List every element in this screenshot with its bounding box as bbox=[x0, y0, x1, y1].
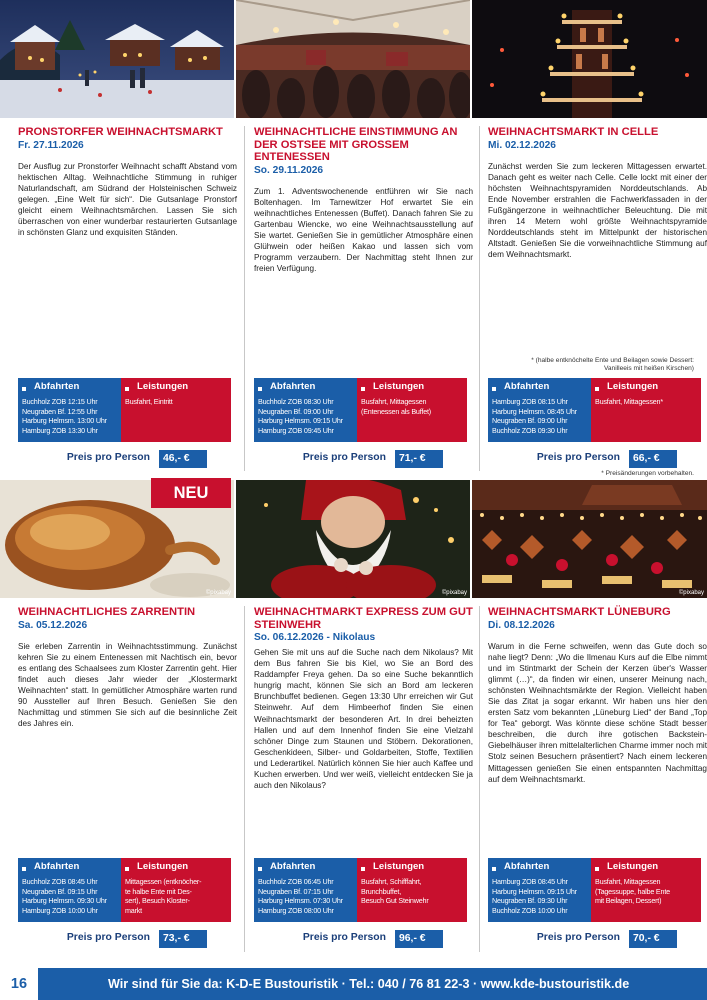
service-line: (Tagessuppe, halbe Ente bbox=[595, 886, 670, 896]
departures-heading: Abfahrten bbox=[270, 381, 316, 392]
departure-line: Buchholz ZOB 10:00 Uhr bbox=[492, 905, 568, 915]
photo-credit: ©pixabay bbox=[441, 590, 467, 596]
departure-line: Harburg Helmsm. 09:15 Uhr bbox=[258, 416, 343, 426]
photo-steinwehr bbox=[236, 480, 470, 598]
departure-line: Harburg Helmsm. 07:30 Uhr bbox=[258, 896, 343, 906]
page-number: 16 bbox=[0, 968, 38, 1000]
services-box bbox=[121, 858, 231, 922]
bullet-square-icon bbox=[22, 867, 26, 871]
price-value: 66,- € bbox=[629, 450, 677, 468]
departure-line: Harburg Helmsm. 08:45 Uhr bbox=[492, 406, 577, 416]
contact-line: Wir sind für Sie da: K-D-E Bustouristik · Tel.: 040 / 76 81 22-3 · www.kde-bustouristik.de bbox=[108, 977, 630, 991]
services-box bbox=[357, 858, 467, 922]
departure-line: Hamburg ZOB 08:45 Uhr bbox=[492, 877, 568, 886]
departure-line: Buchholz ZOB 08:45 Uhr bbox=[22, 877, 98, 886]
service-line: sert), Besuch Kloster- bbox=[125, 896, 190, 906]
service-line: mit Beilagen, Dessert) bbox=[595, 896, 662, 906]
photo-lueneburg bbox=[472, 480, 707, 598]
bullet-square-icon bbox=[258, 867, 262, 871]
event-title: WEIHNACHTSMARKT IN CELLE bbox=[488, 126, 659, 138]
service-line: Busfahrt, Mittagessen* bbox=[595, 397, 663, 406]
service-line: Busfahrt, Schifffahrt, bbox=[361, 877, 422, 886]
photo-credit: ©pixabay bbox=[678, 590, 704, 596]
event-date: Mi. 02.12.2026 bbox=[488, 139, 556, 151]
services-box bbox=[591, 378, 701, 442]
departure-line: Harburg Helmsm. 09:15 Uhr bbox=[492, 886, 577, 896]
departure-line: Buchholz ZOB 12:15 Uhr bbox=[22, 397, 98, 406]
service-line: Busfahrt, Eintritt bbox=[125, 397, 173, 406]
price-value: 96,- € bbox=[395, 930, 443, 948]
departures-box bbox=[488, 378, 592, 442]
event-title: WEIHNACHTLICHES ZARRENTIN bbox=[18, 606, 196, 618]
price-row bbox=[254, 930, 443, 948]
event-column-pronstorf bbox=[18, 126, 237, 238]
event-date: Di. 08.12.2026 bbox=[488, 619, 555, 631]
services-box bbox=[121, 378, 231, 442]
photo-pronstorf bbox=[0, 0, 234, 118]
event-description: Sie erleben Zarrentin in Weihnachtsstimmung. Zunächst kehren Sie zu einem Entenessen mit Nachtisch ein, bevor es entlang des Schaalsees zum Kloster Zarrentin geht. Hier findet auch dieses Jahr wieder der „Klostermarkt Weihnachten“ statt. In gemütlicher Atmosphäre warten rund 90 Aussteller auf Ihren Besuch. Genießen Sie den Nachmittag und stimmen Sie sich auf die besinnliche Zeit des Jahres ein. bbox=[18, 641, 237, 729]
price-label: Preis pro Person bbox=[302, 932, 386, 943]
service-line: markt bbox=[125, 905, 142, 915]
event-date: So. 29.11.2026 bbox=[254, 164, 324, 176]
lueneburg-market-stall-photo bbox=[472, 480, 707, 598]
departure-line: Hamburg ZOB 08:00 Uhr bbox=[258, 905, 334, 915]
column-divider bbox=[479, 126, 480, 471]
price-label: Preis pro Person bbox=[536, 932, 620, 943]
departure-line: Neugraben Bf. 09:00 Uhr bbox=[258, 406, 334, 416]
photo-credit: ©pixabay bbox=[205, 590, 231, 596]
event-title: WEIHNACHTLICHE EINSTIMMUNG AN DER OSTSEE MIT GROSSEM ENTENESSEN bbox=[254, 126, 458, 163]
event-description: Zum 1. Adventswochenende entführen wir Sie nach Boltenhagen. Im Tarnewitzer Hof erwartet Sie ein weihnachtliches Entenessen (Buffet). Danach fahren Sie zu Gartenbau Wiencke, wo eine Weihnachtsausstellung auf Sie wartet. Genießen Sie in gemütlicher Atmosphäre einen Glühwein oder heißen Kakao und lassen sich vom Programm verzaubern. Der Nachmittag steht Ihnen zur freien Verfügung. bbox=[254, 186, 473, 274]
departure-line: Buchholz ZOB 09:30 Uhr bbox=[492, 425, 568, 435]
services-heading: Leistungen bbox=[607, 861, 659, 872]
services-heading: Leistungen bbox=[373, 381, 425, 392]
bullet-square-icon bbox=[361, 387, 365, 391]
departures-box bbox=[488, 858, 592, 922]
departures-heading: Abfahrten bbox=[270, 861, 316, 872]
service-line: (Entenessen als Buffet) bbox=[361, 406, 431, 416]
bullet-square-icon bbox=[361, 867, 365, 871]
departure-line: Buchholz ZOB 06:45 Uhr bbox=[258, 877, 334, 886]
event-date: Fr. 27.11.2026 bbox=[18, 139, 84, 151]
column-divider bbox=[244, 606, 245, 952]
bullet-square-icon bbox=[125, 867, 129, 871]
photo-celle bbox=[472, 0, 707, 118]
footnote-celle: * (halbe entknöchelte Ente und Beilagen sowie Dessert: Vanilleeis mit heißen Kirschen) bbox=[531, 357, 694, 372]
departures-box bbox=[18, 378, 122, 442]
departure-line: Hamburg ZOB 09:45 Uhr bbox=[258, 425, 334, 435]
event-date: Sa. 05.12.2026 bbox=[18, 619, 88, 631]
departures-heading: Abfahrten bbox=[504, 381, 550, 392]
price-label: Preis pro Person bbox=[536, 452, 620, 463]
departure-line: Hamburg ZOB 10:00 Uhr bbox=[22, 905, 98, 915]
services-heading: Leistungen bbox=[607, 381, 659, 392]
departures-box bbox=[18, 858, 122, 922]
event-description: Warum in die Ferne schweifen, wenn das Gute doch so nahe liegt? Denn: „Wo die Ilmenau Kurs auf die Elbe nimmt und im Stintmarkt der Schein der Kerzen über's Wasser glimmt (…)“, da finden wir einen, unserer Meinung nach, schönsten Weihnachtsmärkte der Region. Vielleicht haben Sie das Zitat ja sogar erkannt. Wir haben uns hier den ersten Satz vom bekannten „Lüneburg Lied“ der Band „Top for Tea“ geborgt. Was könnte diese schöne Stadt besser beschreiben, die durch ihre gotischen Backstein-Giebelhäuser ihren mittelalterlichen Charme immer noch mit Stolz seinen Besuchern präsentiert? Nach einem leckeren Mittagessen genießen Sie einen entspannten Nachmittag auf dem Weihnachtsmarkt. bbox=[488, 641, 707, 784]
photo-ostsee bbox=[236, 0, 470, 118]
departure-line: Harburg Helmsm. 09:30 Uhr bbox=[22, 896, 107, 906]
departure-line: Neugraben Bf. 12:55 Uhr bbox=[22, 406, 98, 416]
price-label: Preis pro Person bbox=[66, 452, 150, 463]
market-hall-crowd-photo bbox=[236, 0, 470, 118]
bullet-square-icon bbox=[595, 387, 599, 391]
price-label: Preis pro Person bbox=[302, 452, 386, 463]
price-row bbox=[488, 450, 677, 468]
service-line: te halbe Ente mit Des- bbox=[125, 886, 192, 896]
departures-heading: Abfahrten bbox=[34, 861, 80, 872]
departures-box bbox=[254, 858, 358, 922]
event-title: WEIHNACHTSMARKT LÜNEBURG bbox=[488, 606, 671, 618]
departure-line: Neugraben Bf. 09:15 Uhr bbox=[22, 886, 98, 896]
bullet-square-icon bbox=[492, 867, 496, 871]
departures-box bbox=[254, 378, 358, 442]
services-heading: Leistungen bbox=[137, 861, 189, 872]
departure-line: Neugraben Bf. 09:30 Uhr bbox=[492, 896, 568, 906]
event-description: Der Ausflug zur Pronstorfer Weihnacht schafft Abstand vom hektischen Alltag. Weihnachtliche Stimmung in ruhiger Naturlandschaft, am Südrand der Holsteinischen Schweiz gelegen. „Eine Welt für sich“. Die Gutsanlage Pronstorf gleicht einem Weihnachtsmärchen. Lassen Sie sich überraschen von einer wunderbar restaurierten Gutsanlage in schönsten Glanz und exquisiten Ständen. bbox=[18, 161, 237, 238]
price-row bbox=[254, 450, 443, 468]
price-row bbox=[18, 930, 207, 948]
service-line: Busfahrt, Mittagessen bbox=[595, 877, 661, 886]
santa-claus-photo bbox=[236, 480, 470, 598]
price-label: Preis pro Person bbox=[66, 932, 150, 943]
christmas-pyramid-photo bbox=[472, 0, 707, 118]
services-heading: Leistungen bbox=[373, 861, 425, 872]
event-column-steinwehr bbox=[254, 606, 473, 791]
event-column-zarrentin bbox=[18, 606, 237, 729]
departure-line: Buchholz ZOB 08:30 Uhr bbox=[258, 397, 334, 406]
event-description: Gehen Sie mit uns auf die Suche nach dem Nikolaus? Mit dem Bus fahren Sie bis Kiel, wo Sie an Bord des Raddampfer Freya gehen. Da so eine Suche bekanntlich hungrig macht, können Sie sich an Bord am leckeren Brunchbuffet bedienen. Gegen 13:30 Uhr erreichen wir Gut Steinwehr. Auf dem Himbeerhof finden Sie einen Weihnachtsmarkt der besonderen Art. In drei beheizten Hallen und auf dem Innenhof finden Sie eine Vielzahl schöner Dinge zum Staunen und Stöbern. Dekorationen, Geschenkideen, Silber- und Goldarbeiten, Stoffe, Textilien und Lederartikel. Natürlich können Sie hier auch Kaffee und Kuchen erwerben. Und wer weiß, vielleicht entdecken Sie ja auch den Nikolaus? bbox=[254, 648, 473, 791]
event-date: So. 06.12.2026 - Nikolaus bbox=[254, 632, 376, 643]
new-badge: NEU bbox=[151, 478, 231, 508]
price-value: 71,- € bbox=[395, 450, 443, 468]
bullet-square-icon bbox=[125, 387, 129, 391]
service-line: Besuch Gut Steinwehr bbox=[361, 896, 429, 906]
bullet-square-icon bbox=[492, 387, 496, 391]
service-line: Mittagessen (entknöcher- bbox=[125, 877, 202, 886]
price-row bbox=[488, 930, 677, 948]
price-value: 46,- € bbox=[159, 450, 207, 468]
event-column-ostsee bbox=[254, 126, 473, 274]
page-footer bbox=[0, 968, 707, 1000]
bullet-square-icon bbox=[22, 387, 26, 391]
service-line: Busfahrt, Mittagessen bbox=[361, 397, 427, 406]
departure-line: Neugraben Bf. 09:00 Uhr bbox=[492, 416, 568, 426]
event-column-lueneburg bbox=[488, 606, 707, 785]
price-note: * Preisänderungen vorbehalten. bbox=[601, 470, 694, 477]
price-value: 70,- € bbox=[629, 930, 677, 948]
departures-heading: Abfahrten bbox=[34, 381, 80, 392]
departure-line: Hamburg ZOB 13:30 Uhr bbox=[22, 425, 98, 435]
departure-line: Hamburg ZOB 08:15 Uhr bbox=[492, 397, 568, 406]
services-heading: Leistungen bbox=[137, 381, 189, 392]
bullet-square-icon bbox=[595, 867, 599, 871]
price-value: 73,- € bbox=[159, 930, 207, 948]
christmas-market-night-photo bbox=[0, 0, 234, 118]
departure-line: Harburg Helmsm. 13:00 Uhr bbox=[22, 416, 107, 426]
services-box bbox=[591, 858, 701, 922]
service-line: Brunchbuffet, bbox=[361, 886, 402, 896]
event-column-celle bbox=[488, 126, 707, 260]
departures-heading: Abfahrten bbox=[504, 861, 550, 872]
event-description: Zunächst werden Sie zum leckeren Mittagessen erwartet. Danach geht es weiter nach Celle. Celle lockt mit einer der höchsten Weihnachtspyramiden Norddeutschlands. Ab Ende November erstrahlen die Fachwerkfassaden in der Fußgängerzone in weihnachtlicher Beleuchtung. Die mit ihren 14 Metern wohl größte Weihnachtspyramide Norddeutschlands steht im Mittelpunkt der historischen Altstadt. Genießen Sie die vorweihnachtliche Stimmung auf dem Weihnachtsmarkt. bbox=[488, 161, 707, 260]
bullet-square-icon bbox=[258, 387, 262, 391]
event-title: WEIHNACHTMARKT EXPRESS ZUM GUT STEINWEHR bbox=[254, 606, 473, 631]
column-divider bbox=[244, 126, 245, 471]
price-row bbox=[18, 450, 207, 468]
departure-line: Neugraben Bf. 07:15 Uhr bbox=[258, 886, 334, 896]
services-box bbox=[357, 378, 467, 442]
event-title: PRONSTORFER WEIHNACHTSMARKT bbox=[18, 126, 223, 138]
column-divider bbox=[479, 606, 480, 952]
